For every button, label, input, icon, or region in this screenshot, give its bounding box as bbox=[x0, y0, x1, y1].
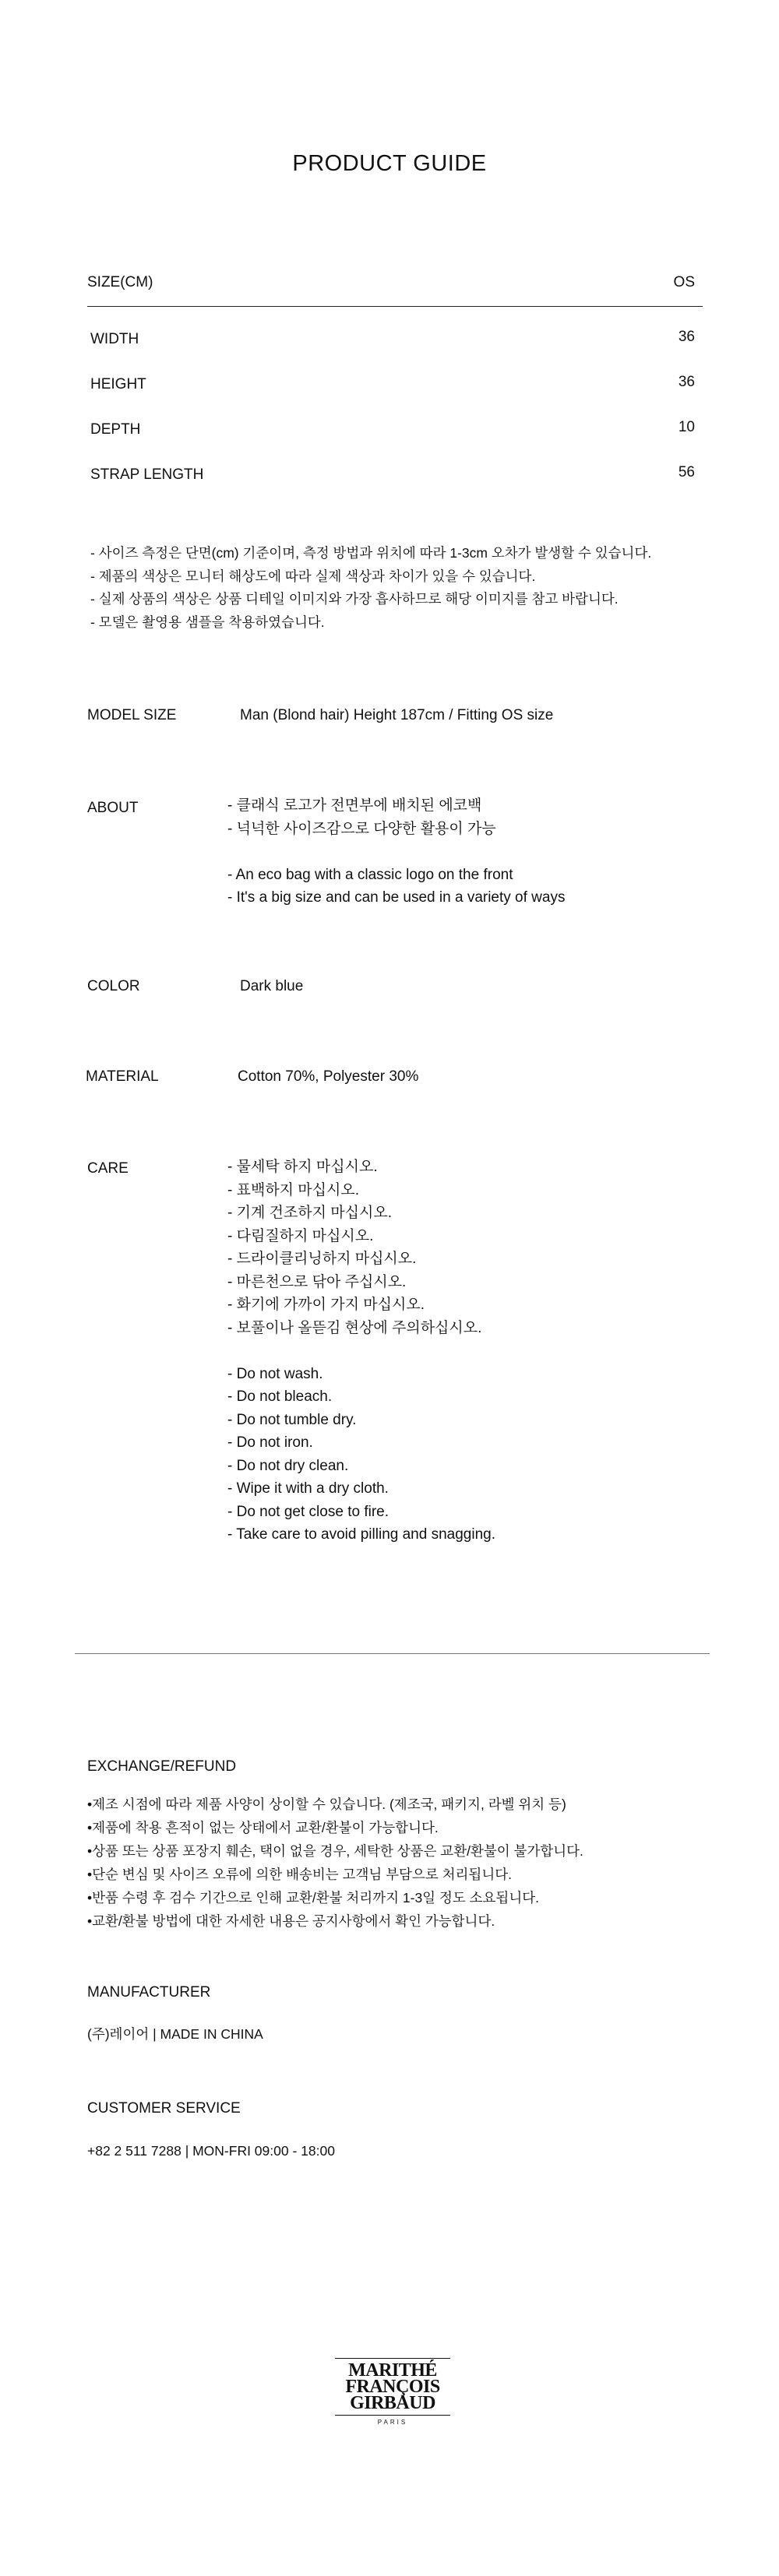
exchange-line: •단순 변심 및 사이즈 오류에 의한 배송비는 고객님 부담으로 처리됩니다. bbox=[87, 1867, 512, 1882]
manufacturer-label: MANUFACTURER bbox=[87, 1984, 211, 2001]
manufacturer-value: (주)레이어 | MADE IN CHINA bbox=[87, 2026, 263, 2042]
size-notes bbox=[90, 542, 651, 634]
size-row-depth-value: 10 bbox=[678, 419, 695, 435]
care-label: CARE bbox=[87, 1160, 129, 1177]
care-line: - Do not dry clean. bbox=[227, 1457, 349, 1474]
size-row-height-value: 36 bbox=[678, 374, 695, 390]
care-line: - 보풀이나 올뜯김 현상에 주의하십시오. bbox=[227, 1319, 482, 1336]
care-line: - 물세탁 하지 마십시오. bbox=[227, 1159, 378, 1175]
model-size-label: MODEL SIZE bbox=[87, 707, 177, 723]
size-header-value: OS bbox=[673, 274, 695, 290]
care-line: - 화기에 가까이 가지 마십시오. bbox=[227, 1297, 425, 1313]
color-value: Dark blue bbox=[240, 978, 304, 994]
material-label: MATERIAL bbox=[86, 1068, 159, 1085]
care-line: - Take care to avoid pilling and snagging. bbox=[227, 1526, 495, 1543]
size-row-depth-label: DEPTH bbox=[90, 421, 141, 438]
color-label: COLOR bbox=[87, 978, 140, 994]
care-line: - Do not get close to fire. bbox=[227, 1503, 389, 1520]
note-line: - 실제 상품의 색상은 상품 디테일 이미지와 가장 흡사하므로 해당 이미지를 참고 바랍니다. bbox=[90, 591, 619, 607]
about-label: ABOUT bbox=[87, 800, 139, 816]
size-row-height-label: HEIGHT bbox=[90, 376, 146, 392]
care-body bbox=[227, 1156, 495, 1547]
size-table-divider bbox=[87, 306, 703, 307]
material-value: Cotton 70%, Polyester 30% bbox=[238, 1068, 419, 1085]
exchange-line: •교환/환불 방법에 대한 자세한 내용은 공지사항에서 확인 가능합니다. bbox=[87, 1913, 495, 1929]
customer-service-value: +82 2 511 7288 | MON-FRI 09:00 - 18:00 bbox=[87, 2143, 335, 2159]
exchange-line: •상품 또는 상품 포장지 훼손, 택이 없을 경우, 세탁한 상품은 교환/환불이 불가합니다. bbox=[87, 1843, 583, 1859]
brand-logo: MARITHÉ FRANÇOIS GIRBAUD PARIS bbox=[335, 2358, 450, 2426]
care-line: - Do not iron. bbox=[227, 1434, 313, 1451]
model-size-value: Man (Blond hair) Height 187cm / Fitting OS size bbox=[240, 707, 554, 723]
size-header-label: SIZE(CM) bbox=[87, 274, 153, 290]
care-line: - Do not wash. bbox=[227, 1365, 323, 1382]
size-row-width-value: 36 bbox=[678, 329, 695, 345]
care-line: - 드라이클리닝하지 마십시오. bbox=[227, 1251, 417, 1267]
exchange-line: •반품 수령 후 검수 기간으로 인해 교환/환불 처리까지 1-3일 정도 소요됩니다. bbox=[87, 1890, 540, 1906]
note-line: - 사이즈 측정은 단면(cm) 기준이며, 측정 방법과 위치에 따라 1-3cm 오차가 발생할 수 있습니다. bbox=[90, 545, 652, 561]
exchange-body bbox=[87, 1793, 583, 1933]
page-title: PRODUCT GUIDE bbox=[292, 151, 487, 176]
about-body bbox=[227, 794, 565, 910]
note-line: - 제품의 색상은 모니터 해상도에 따라 실제 색상과 차이가 있을 수 있습니다. bbox=[90, 568, 536, 584]
exchange-label: EXCHANGE/REFUND bbox=[87, 1758, 237, 1775]
about-line: - It's a big size and can be used in a variety of ways bbox=[227, 889, 566, 906]
exchange-line: •제품에 착용 흔적이 없는 상태에서 교환/환불이 가능합니다. bbox=[87, 1820, 439, 1835]
size-row-strap-label: STRAP LENGTH bbox=[90, 466, 204, 483]
care-line: - 마른천으로 닦아 주십시오. bbox=[227, 1273, 407, 1290]
size-row-strap-value: 56 bbox=[678, 464, 695, 480]
note-line: - 모델은 촬영용 샘플을 착용하였습니다. bbox=[90, 614, 325, 630]
care-line: - Do not tumble dry. bbox=[227, 1411, 357, 1428]
care-line: - Wipe it with a dry cloth. bbox=[227, 1480, 389, 1497]
about-line: - 클래식 로고가 전면부에 배치된 에코백 bbox=[227, 797, 482, 814]
about-line: - An eco bag with a classic logo on the front bbox=[227, 866, 513, 883]
care-line: - 기계 건조하지 마십시오. bbox=[227, 1205, 392, 1221]
care-line: - 표백하지 마십시오. bbox=[227, 1181, 359, 1198]
section-divider bbox=[75, 1653, 710, 1654]
exchange-line: •제조 시점에 따라 제품 사양이 상이할 수 있습니다. (제조국, 패키지, 라벨 위치 등) bbox=[87, 1797, 566, 1812]
about-line: - 넉넉한 사이즈감으로 다양한 활용이 가능 bbox=[227, 820, 496, 837]
care-line: - Do not bleach. bbox=[227, 1388, 333, 1405]
care-line: - 다림질하지 마십시오. bbox=[227, 1227, 374, 1244]
size-row-width-label: WIDTH bbox=[90, 331, 139, 347]
customer-service-label: CUSTOMER SERVICE bbox=[87, 2100, 241, 2117]
